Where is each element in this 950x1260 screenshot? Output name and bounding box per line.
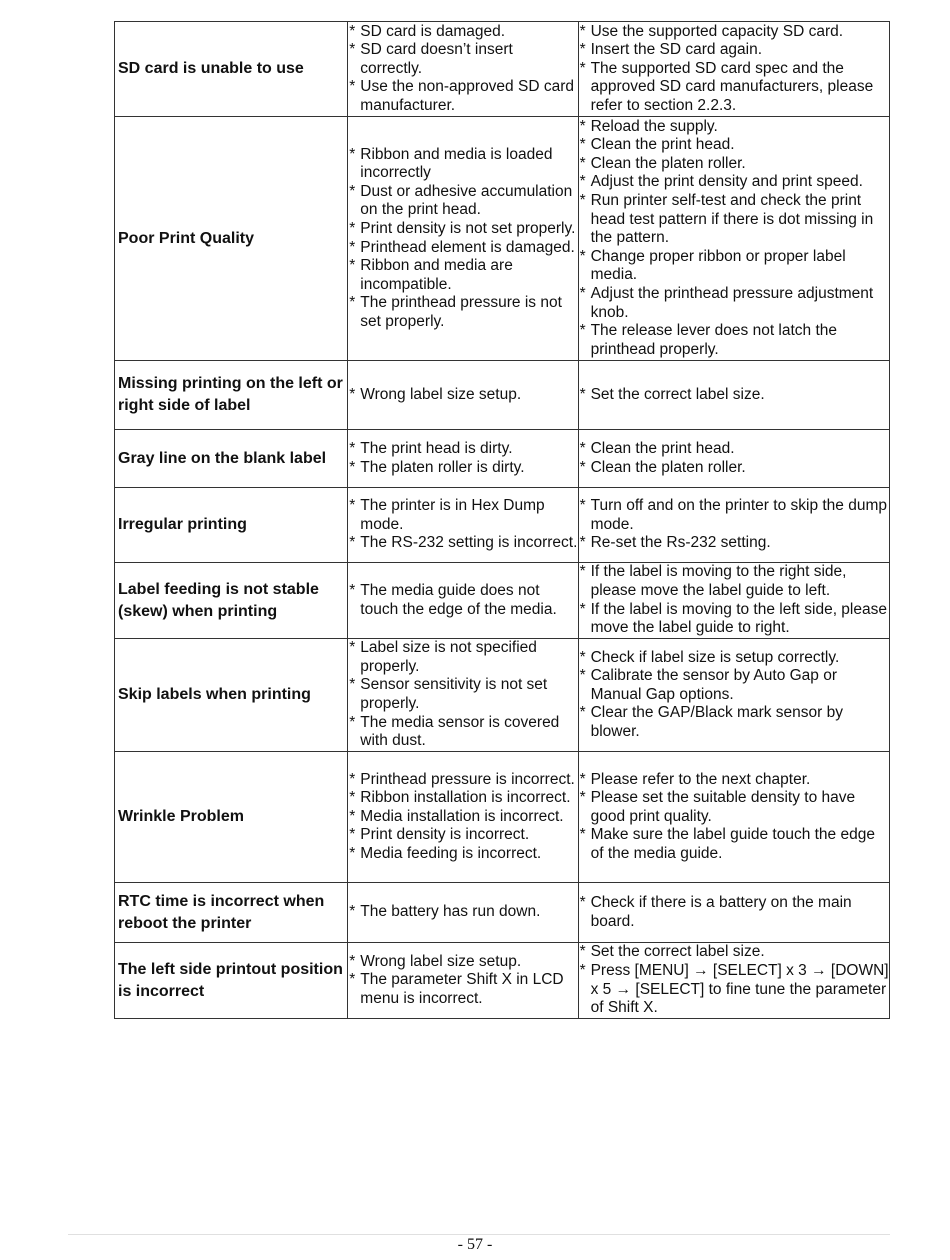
solution-item: * The supported SD card spec and the approved SD card manufacturers, please refer to section 2.2.3. <box>579 60 889 116</box>
problem-cell: Wrinkle Problem <box>115 752 348 883</box>
table-row <box>115 943 890 1019</box>
solution-item: * Adjust the print density and print speed. <box>579 173 889 192</box>
solution-item: * Clean the platen roller. <box>579 155 889 174</box>
cause-item: * The RS-232 setting is incorrect. <box>348 534 577 553</box>
solution-list <box>579 497 889 553</box>
solution-item: * Re-set the Rs-232 setting. <box>579 534 889 553</box>
solution-cell <box>578 488 889 563</box>
table-row <box>115 563 890 639</box>
cause-item: * Wrong label size setup. <box>348 386 577 405</box>
problem-cell: Poor Print Quality <box>115 117 348 361</box>
problem-cell: Irregular printing <box>115 488 348 563</box>
problem-cell: Gray line on the blank label <box>115 430 348 488</box>
cause-item: * Use the non-approved SD card manufacturer. <box>348 78 577 115</box>
cause-cell <box>348 117 578 361</box>
cause-cell <box>348 563 578 639</box>
solution-item: * Turn off and on the printer to skip the dump mode. <box>579 497 889 534</box>
cause-cell <box>348 488 578 563</box>
solution-item: * Reload the supply. <box>579 118 889 137</box>
table-row <box>115 430 890 488</box>
solution-list <box>579 649 889 742</box>
solution-item: * Check if label size is setup correctly. <box>579 649 889 668</box>
solution-list <box>579 386 889 405</box>
cause-item: * Sensor sensitivity is not set properly. <box>348 676 577 713</box>
cause-item: * Media installation is incorrect. <box>348 808 577 827</box>
cause-item: * Ribbon installation is incorrect. <box>348 789 577 808</box>
solution-cell <box>578 943 889 1019</box>
table-row <box>115 752 890 883</box>
cause-list <box>348 440 577 477</box>
solution-item: * Set the correct label size. <box>579 943 889 962</box>
solution-item: * Use the supported capacity SD card. <box>579 23 889 42</box>
solution-item: * Clean the print head. <box>579 136 889 155</box>
problem-cell: SD card is unable to use <box>115 22 348 117</box>
cause-item: * The media sensor is covered with dust. <box>348 714 577 751</box>
solution-item: * Check if there is a battery on the main board. <box>579 894 889 931</box>
cause-item: * Ribbon and media is loaded incorrectly <box>348 146 577 183</box>
solution-cell <box>578 117 889 361</box>
cause-cell <box>348 883 578 943</box>
solution-item: * Calibrate the sensor by Auto Gap or Manual Gap options. <box>579 667 889 704</box>
solution-list <box>579 118 889 360</box>
cause-item: * SD card is damaged. <box>348 23 577 42</box>
table-row <box>115 639 890 752</box>
solution-item: * Clear the GAP/Black mark sensor by blower. <box>579 704 889 741</box>
solution-item: * If the label is moving to the right side, please move the label guide to left. <box>579 563 889 600</box>
cause-list <box>348 386 577 405</box>
solution-cell <box>578 563 889 639</box>
troubleshooting-table <box>114 21 890 1019</box>
problem-cell: Missing printing on the left or right side of label <box>115 361 348 430</box>
solution-cell <box>578 752 889 883</box>
cause-list <box>348 639 577 751</box>
cause-list <box>348 497 577 553</box>
cause-item: * Dust or adhesive accumulation on the print head. <box>348 183 577 220</box>
solution-list <box>579 771 889 864</box>
cause-cell <box>348 430 578 488</box>
cause-cell <box>348 361 578 430</box>
problem-cell: RTC time is incorrect when reboot the printer <box>115 883 348 943</box>
problem-cell: The left side printout position is incorrect <box>115 943 348 1019</box>
cause-item: * Wrong label size setup. <box>348 953 577 972</box>
solution-item: * Set the correct label size. <box>579 386 889 405</box>
footer-rule <box>68 1234 890 1235</box>
solution-cell <box>578 22 889 117</box>
cause-list <box>348 23 577 116</box>
solution-cell <box>578 883 889 943</box>
table-row <box>115 22 890 117</box>
cause-item: * Printhead element is damaged. <box>348 239 577 258</box>
cause-item: * SD card doesn’t insert correctly. <box>348 41 577 78</box>
cause-list <box>348 903 577 922</box>
cause-item: * The platen roller is dirty. <box>348 459 577 478</box>
solution-cell <box>578 639 889 752</box>
cause-item: * The media guide does not touch the edge of the media. <box>348 582 577 619</box>
solution-list <box>579 894 889 931</box>
problem-cell: Label feeding is not stable (skew) when printing <box>115 563 348 639</box>
cause-list <box>348 582 577 619</box>
solution-item: * Please set the suitable density to have good print quality. <box>579 789 889 826</box>
cause-item: * Ribbon and media are incompatible. <box>348 257 577 294</box>
cause-item: * The printhead pressure is not set properly. <box>348 294 577 331</box>
solution-item: * Please refer to the next chapter. <box>579 771 889 790</box>
table-row <box>115 488 890 563</box>
solution-item: * Press [MENU] → [SELECT] x 3 → [DOWN] x 5 → [SELECT] to fine tune the parameter of Shift X. <box>579 962 889 1018</box>
cause-item: * The parameter Shift X in LCD menu is incorrect. <box>348 971 577 1008</box>
solution-item: * Run printer self-test and check the print head test pattern if there is dot missing in the pattern. <box>579 192 889 248</box>
solution-cell <box>578 430 889 488</box>
solution-list <box>579 943 889 1017</box>
cause-item: * The printer is in Hex Dump mode. <box>348 497 577 534</box>
solution-item: * Adjust the printhead pressure adjustment knob. <box>579 285 889 322</box>
cause-item: * Printhead pressure is incorrect. <box>348 771 577 790</box>
cause-cell <box>348 943 578 1019</box>
solution-item: * Change proper ribbon or proper label media. <box>579 248 889 285</box>
cause-item: * Media feeding is incorrect. <box>348 845 577 864</box>
table-row <box>115 883 890 943</box>
cause-item: * Print density is incorrect. <box>348 826 577 845</box>
solution-item: * If the label is moving to the left side, please move the label guide to right. <box>579 601 889 638</box>
solution-list <box>579 563 889 637</box>
table-row <box>115 117 890 361</box>
cause-list <box>348 771 577 864</box>
table-row <box>115 361 890 430</box>
page-number: - 57 - <box>457 1236 493 1253</box>
solution-item: * Insert the SD card again. <box>579 41 889 60</box>
cause-list <box>348 146 577 332</box>
cause-item: * The battery has run down. <box>348 903 577 922</box>
solution-list <box>579 440 889 477</box>
cause-item: * Label size is not specified properly. <box>348 639 577 676</box>
cause-item: * Print density is not set properly. <box>348 220 577 239</box>
solution-list <box>579 23 889 116</box>
problem-cell: Skip labels when printing <box>115 639 348 752</box>
solution-item: * Make sure the label guide touch the edge of the media guide. <box>579 826 889 863</box>
cause-item: * The print head is dirty. <box>348 440 577 459</box>
cause-cell <box>348 639 578 752</box>
cause-cell <box>348 22 578 117</box>
cause-cell <box>348 752 578 883</box>
solution-cell <box>578 361 889 430</box>
solution-item: * Clean the platen roller. <box>579 459 889 478</box>
solution-item: * The release lever does not latch the printhead properly. <box>579 322 889 359</box>
solution-item: * Clean the print head. <box>579 440 889 459</box>
cause-list <box>348 953 577 1009</box>
